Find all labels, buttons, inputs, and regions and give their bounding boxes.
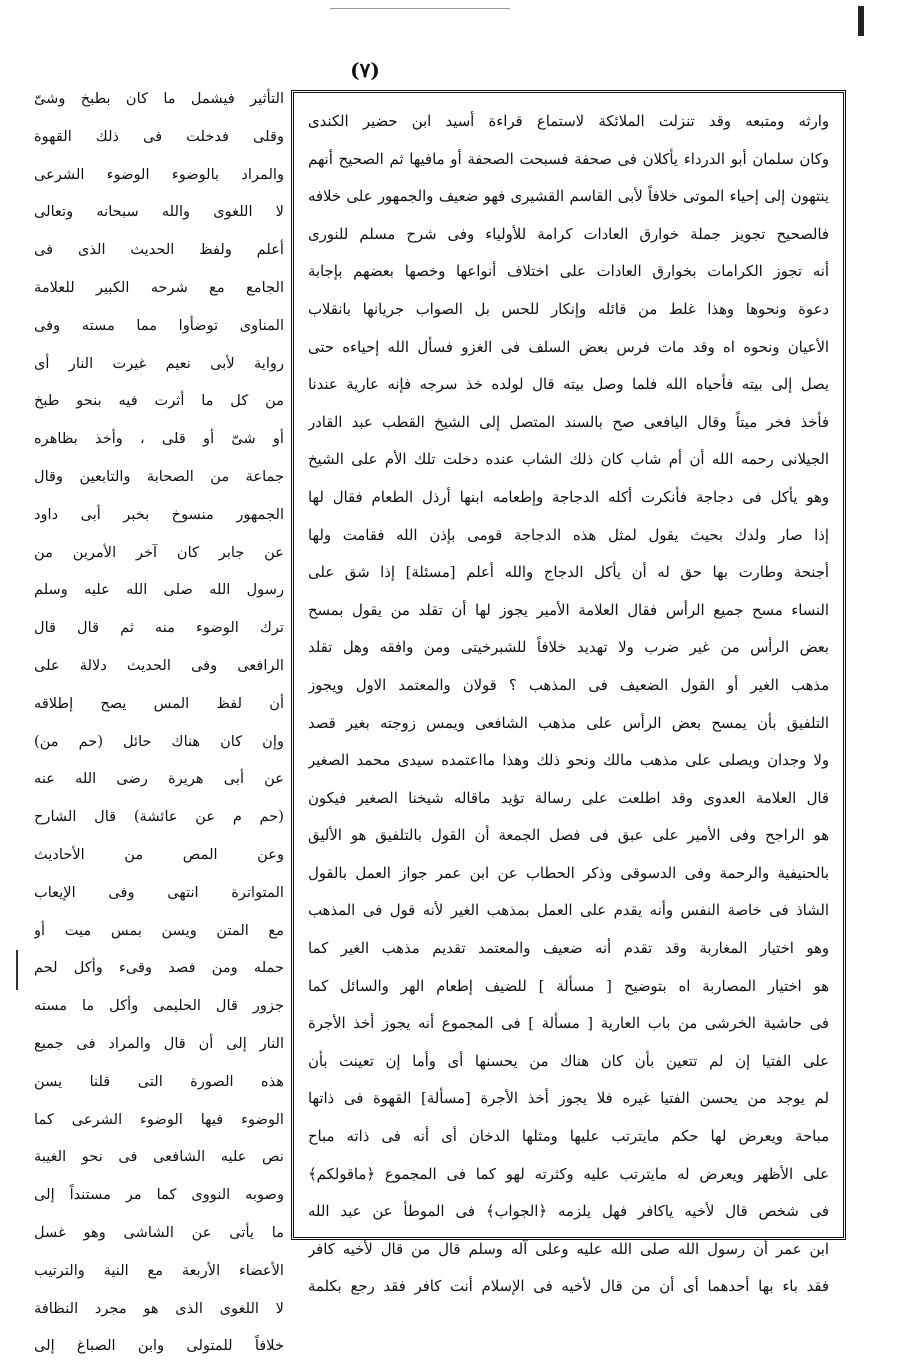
margin-text-line: (حم م عن عائشة) قال الشارح: [34, 808, 284, 826]
main-text-line: ينتهون إلى إحياء الموتى خلافاً لأبى القاسم القشيرى فهو ضعيف والجمهور على خلافه: [308, 188, 829, 206]
main-text-line: النساء مسح جميع الرأس فقال العلامة الأمير يجوز لها أن تقلد من يقول بمسح: [308, 601, 829, 619]
margin-text-line: وصوبه النووى كما مر مستنداً إلى: [34, 1186, 284, 1204]
margin-text-line: رواية لأبى نعيم غيرت النار أى: [34, 354, 284, 372]
main-text-line: فالصحيح تجويز جملة خوارق العادات كرامة للأولياء وفى شرح مسلم للنورى: [308, 225, 829, 243]
margin-text-line: خلافاً للمتولى وابن الصباغ إلى: [34, 1337, 284, 1355]
margin-text-line: وقلى فدخلت فى ذلك القهوة: [34, 127, 284, 145]
main-text-line: مذهب الغير أو القول الضعيف فى المذهب ؟ قولان والمعتمد الاول ويجوز: [308, 676, 829, 694]
page-number: (٧): [350, 58, 380, 82]
margin-text-line: الأعضاء الأربعة مع النية والترتيب: [34, 1261, 284, 1279]
main-text-line: بعض الرأس من غير ضرب ولا تهديد خلافاً للشبرخيتى ومن وافقه وهل تقلد: [308, 639, 829, 657]
binding-mark: [858, 6, 864, 36]
main-text-line: إذا صار ولدك بحيث يقول لمثل هذه الدجاجة قومى بإذن الله فقامت ولها: [308, 526, 829, 544]
main-text-line: التلفيق بأن يمسح بعض الرأس على مذهب الشافعى ويمس زوجته بغير قصد: [308, 714, 829, 732]
margin-text-line: أن لفظ المس يصح إطلاقه: [34, 694, 284, 712]
main-text-line: ولا وجدان ويصلى على مذهب مالك ونحو ذلك وهذا مااعتمده سيدى محمد الصغير: [308, 752, 829, 770]
main-text-line: دعوة ونحوها وهذا غلط من قائله وإنكار للحس بل الصواب جريانها بانقلاب: [308, 300, 829, 318]
main-text-line: مباحة ويعرض لها حكم مايترتب عليها ومثلها الدخان أى أنه فى ذاته مباح: [308, 1128, 829, 1146]
margin-text-line: جزور قال الحليمى وأكل ما مسته: [34, 997, 284, 1015]
margin-text-line: الرافعى وفى الحديث دلالة على: [34, 656, 284, 674]
margin-tick-mark: [16, 950, 18, 990]
main-text-line: وكان سلمان أبو الدرداء يأكلان فى صحفة فسبحت الصحفة أو مافيها ثم الصحيح أنهم: [308, 150, 829, 168]
main-text-line: الأعيان ونحوه اه وقد مات فرس بعض السلف فى الغزو فسأل الله إحياءه حتى: [308, 338, 829, 356]
main-text-line: يصل إلى بيته فأحياه الله فلما وصل بيته قال لولده خذ سرجه فإنه عارية عندنا: [308, 376, 829, 394]
margin-text-line: الجمهور منسوخ بخبر أبى داود: [34, 505, 284, 523]
main-text-line: فى حاشية الخرشى من باب العارية [ مسألة ] فى المجموع أنه يجوز أخذ الأجرة: [308, 1015, 829, 1033]
margin-text-line: لا اللغوى الذى هو مجرد النظافة: [34, 1299, 284, 1317]
main-text-line: وهو اختيار المغاربة وقد تقدم أنه ضعيف والمعتمد تقديم مذهب الغير كما: [308, 940, 829, 958]
margin-text-line: وإن كان هناك حائل (حم من): [34, 732, 284, 750]
margin-text-line: الجامع مع شرحه الكبير للعلامة: [34, 278, 284, 296]
margin-text-line: لا اللغوى والله سبحانه وتعالى: [34, 203, 284, 221]
main-text-line: فأخذ فخر ميتاً وقال اليافعى صح بالسند المتصل إلى الشيخ القطب عبد القادر: [308, 413, 829, 431]
margin-text-line: وعن المص من الأحاديث: [34, 845, 284, 863]
main-text-line: الشاذ فى خاصة النفس وأنه يقدم على العمل بمذهب الغير لأنه قول فى المذهب: [308, 902, 829, 920]
margin-text-line: رسول الله صلى الله عليه وسلم: [34, 581, 284, 599]
margin-text-line: مع المتن ويسن بمس ميت أو: [34, 921, 284, 939]
margin-text-line: والمراد بالوضوء الوضوء الشرعى: [34, 165, 284, 183]
main-text-frame: [291, 90, 846, 1296]
main-text-line: على الأظهر ويعرض له مايترتب عليه وكثرته لهو كما فى المجموع ﴿ماقولكم﴾: [308, 1165, 829, 1183]
margin-text-line: الوضوء فيها الوضوء الشرعى كما: [34, 1110, 284, 1128]
margin-text-line: حمله ومن فصد وقىء وأكل لحم: [34, 959, 284, 977]
main-text-line: أنه تجوز الكرامات بخوارق العادات على اختلاف أنواعها وخصها بعضهم بإجابة: [308, 263, 829, 281]
margin-text-line: نص عليه الشافعى فى نحو الغيبة: [34, 1148, 284, 1166]
main-text-line: وهو يأكل فى دجاجة فأنكرت أكله الدجاجة وإطعامه ابنها أرذل الطعام فقال لها: [308, 488, 829, 506]
main-text-line: ابن عمر أن رسول الله صلى الله عليه وعلى آله وسلم قال من قال لأخيه كافر: [308, 1240, 829, 1258]
main-text-line: هو اختيار المصاربة اه بتوضيح [ مسألة ] للضيف إطعام الهر والسائل كما: [308, 977, 829, 995]
margin-text-line: من كل ما أثرت فيه بنحو طبخ: [34, 392, 284, 410]
main-text-line: هو الراجح وفى الأمير على عبق فى فصل الجمعة أن القول بالتلفيق هو الأليق: [308, 827, 829, 845]
margin-text-line: هذه الصورة التى قلنا يسن: [34, 1072, 284, 1090]
main-text-line: وارثه ومتبعه وقد تنزلت الملائكة لاستماع قراءة أسيد ابن حضير الكندى: [308, 113, 829, 130]
margin-text-line: المناوى توضأوا مما مسته وفى: [34, 316, 284, 334]
main-text-line: فقد باء بها أحدهما أى أن من قال لأخيه فى الإسلام أنت كافر فقد رجع بكلمة: [308, 1278, 829, 1296]
main-text-line: على الفتيا إن لم تتعين بأن كان هناك من يحسنها أى وأما إن تعينت بأن: [308, 1052, 829, 1070]
margin-text-line: أعلم ولفظ الحديث الذى فى: [34, 241, 284, 259]
margin-text-line: عن أبى هريرة رضى الله عنه: [34, 770, 284, 788]
main-text-line: قال العلامة العدوى وقد اطلعت على رسالة تؤيد ماقاله شيخنا الصغير فيكون: [308, 789, 829, 807]
margin-text-line: التأثير فيشمل ما كان بطبخ وشىّ: [34, 90, 284, 107]
margin-text-line: ترك الوضوء منه ثم قال قال: [34, 619, 284, 637]
main-text-line: أجنحة وطارت بها حق له أن يأكل الدجاج والله أعلم [مسئلة] إذا شق على: [308, 564, 829, 582]
main-text-line: بالحنيفية والرحمة وفى الدسوقى وذكر الحطاب عن ابن عمر جواز العمل بالقول: [308, 864, 829, 882]
margin-text-line: المتواترة انتهى وفى الإيعاب: [34, 883, 284, 901]
top-rule: [330, 8, 510, 9]
margin-commentary-column: [34, 80, 284, 1355]
main-text-line: الجيلانى رحمه الله أن أم شاب كان ذلك الشاب عنده دخلت تلك الأم على الشيخ: [308, 451, 829, 469]
margin-text-line: جماعة من الصحابة والتابعين وقال: [34, 467, 284, 485]
margin-text-line: عن جابر كان آخر الأمرين من: [34, 543, 284, 561]
main-text-line: لم يوجد من يحسن الفتيا غيره فلا يجوز أخذ الأجرة [مسألة] القهوة فى ذاتها: [308, 1090, 829, 1108]
margin-text-line: النار إلى أن قال والمراد فى جميع: [34, 1034, 284, 1052]
margin-text-line: ما يأتى عن الشاشى وهو غسل: [34, 1223, 284, 1241]
margin-text-line: أو شىّ أو قلى ، وأخذ بظاهره: [34, 430, 284, 448]
main-text-line: فى شخص قال لأخيه ياكافر فهل يلزمه ﴿الجواب﴾ فى الموطأ عن عبد الله: [308, 1203, 829, 1221]
